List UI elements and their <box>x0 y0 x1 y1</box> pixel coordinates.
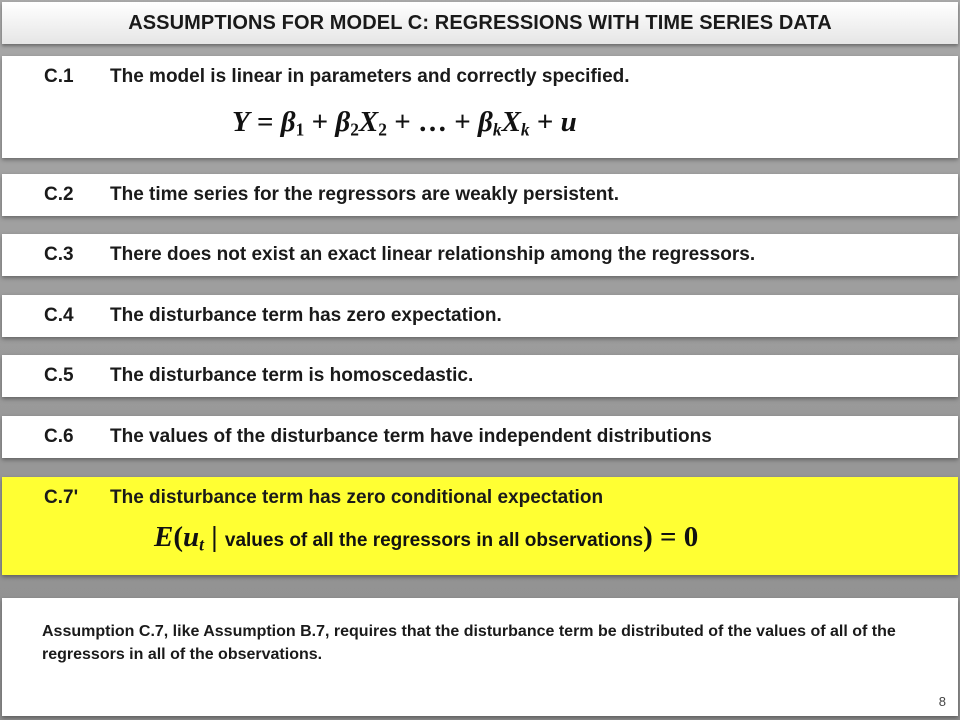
title-bar <box>2 2 958 44</box>
assumption-c5-box <box>2 355 958 397</box>
assumption-text: The model is linear in parameters and correctly specified. <box>110 66 630 87</box>
model-equation: $Y = \beta_1 + \beta_2X_2$ + … + $\beta_kX_k + u$ <box>232 106 577 140</box>
assumption-code: C.5 <box>44 365 74 386</box>
assumption-code: C.3 <box>44 244 74 265</box>
assumption-c1 <box>44 56 630 98</box>
assumption-c3-box <box>2 234 958 276</box>
assumption-text: The disturbance term has zero expectation. <box>110 305 502 326</box>
assumption-text: The values of the disturbance term have independent distributions <box>110 426 712 447</box>
assumption-code: C.6 <box>44 426 74 447</box>
assumption-code: C.2 <box>44 184 74 205</box>
assumption-c6 <box>44 416 712 458</box>
footnote-text: Assumption C.7, like Assumption B.7, requires that the disturbance term be distributed of the values of all of the regressors in all of the observations. <box>42 623 896 663</box>
assumption-c5 <box>44 355 473 397</box>
slide-title: ASSUMPTIONS FOR MODEL C: REGRESSIONS WITH TIME SERIES DATA <box>128 11 832 34</box>
assumption-c4-box <box>2 295 958 337</box>
assumption-code: C.1 <box>44 66 74 87</box>
conditional-expectation-equation: $E(u_t$ | values of all the regressors in all observations) = 0 <box>154 521 699 555</box>
assumption-c1-box <box>2 56 958 158</box>
assumption-c2 <box>44 174 619 216</box>
assumption-c4 <box>44 295 502 337</box>
assumption-c6-box <box>2 416 958 458</box>
assumption-code: C.4 <box>44 305 74 326</box>
assumption-c7-box <box>2 477 958 575</box>
assumption-text: There does not exist an exact linear relationship among the regressors. <box>110 244 756 265</box>
assumption-c2-box <box>2 174 958 216</box>
assumption-c3 <box>44 234 755 276</box>
assumption-code: C.7' <box>44 487 79 508</box>
assumption-text: The time series for the regressors are weakly persistent. <box>110 184 620 205</box>
assumption-text: The disturbance term is homoscedastic. <box>110 365 474 386</box>
assumption-c7 <box>44 477 603 519</box>
assumption-text: The disturbance term has zero conditional expectation <box>110 487 604 508</box>
page-number: 8 <box>938 694 946 709</box>
